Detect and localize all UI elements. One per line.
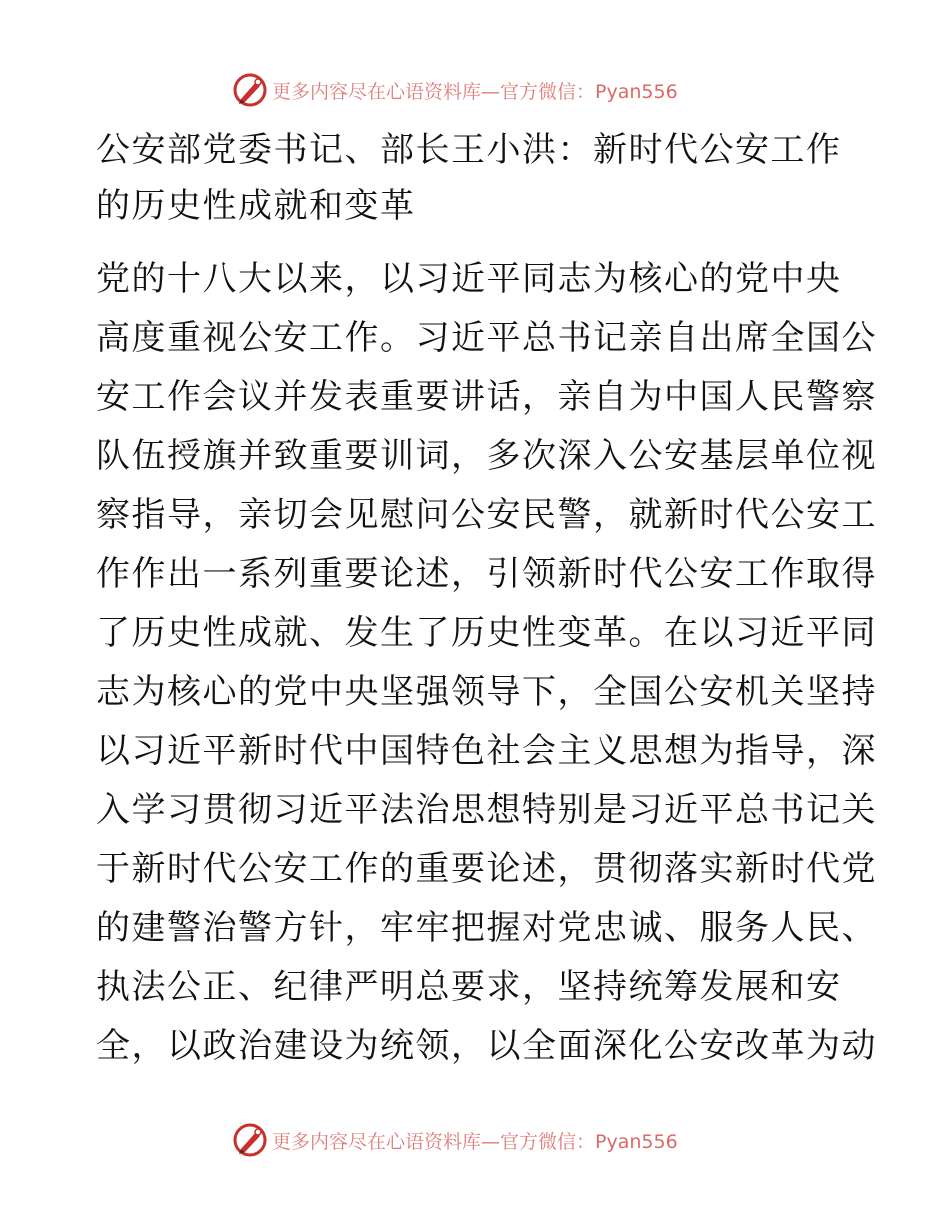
body-line: 作作出一系列重要论述，引领新时代公安工作取得 (96, 554, 877, 594)
pen-logo-icon (232, 72, 268, 108)
body-line: 以习近平新时代中国特色社会主义思想为指导，深 (96, 731, 877, 771)
body-line: 党的十八大以来，以习近平同志为核心的党中央 (96, 259, 842, 299)
body-line: 队伍授旗并致重要训词，多次深入公安基层单位视 (96, 436, 877, 476)
header-banner (232, 72, 752, 108)
body-line: 安工作会议并发表重要讲话，亲自为中国人民警察 (96, 377, 877, 417)
wechat-id: Pyan556 (595, 1130, 678, 1153)
body-line: 入学习贯彻习近平法治思想特别是习近平总书记关 (96, 790, 877, 830)
banner-text (272, 1127, 678, 1154)
title-line: 的历史性成就和变革 (96, 186, 416, 226)
body-line: 执法公正、纪律严明总要求，坚持统筹发展和安 (96, 967, 842, 1007)
banner-text (272, 77, 678, 104)
article-body (96, 250, 877, 1076)
body-line: 全，以政治建设为统领，以全面深化公安改革为动 (96, 1026, 877, 1066)
body-line: 了历史性成就、发生了历史性变革。在以习近平同 (96, 613, 877, 653)
body-line: 察指导，亲切会见慰问公安民警，就新时代公安工 (96, 495, 877, 535)
body-line: 志为核心的党中央坚强领导下，全国公安机关坚持 (96, 672, 877, 712)
article-title (96, 122, 856, 234)
pen-logo-icon (232, 1122, 268, 1158)
banner-message: 更多内容尽在心语资料库—官方微信： (272, 1130, 596, 1153)
banner-message: 更多内容尽在心语资料库—官方微信： (272, 80, 596, 103)
footer-banner (232, 1122, 752, 1158)
title-line: 公安部党委书记、部长王小洪：新时代公安工作 (96, 130, 842, 170)
body-line: 高度重视公安工作。习近平总书记亲自出席全国公 (96, 318, 877, 358)
wechat-id: Pyan556 (595, 80, 678, 103)
body-line: 于新时代公安工作的重要论述，贯彻落实新时代党 (96, 849, 877, 889)
body-line: 的建警治警方针，牢牢把握对党忠诚、服务人民、 (96, 908, 877, 948)
